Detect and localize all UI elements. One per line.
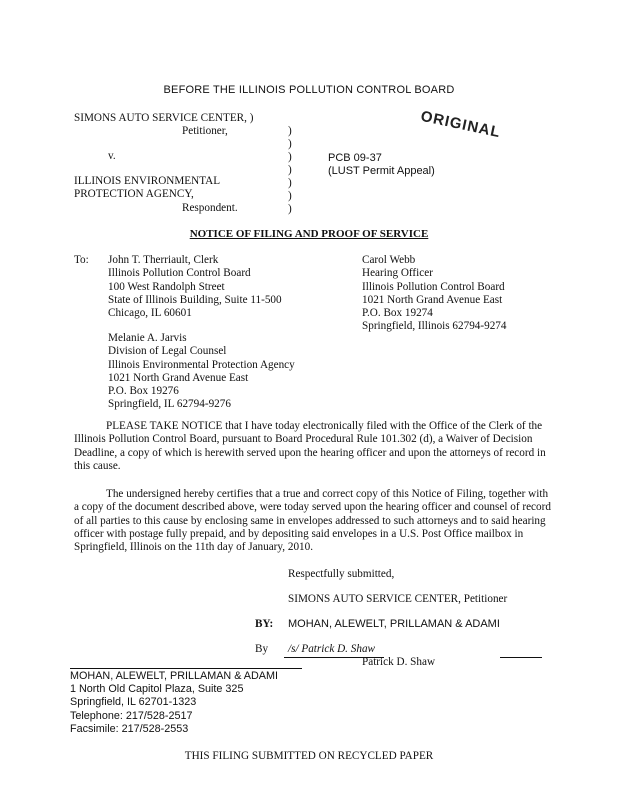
firm-address-line: MOHAN, ALEWELT, PRILLAMAN & ADAMI — [70, 670, 278, 682]
firm-name: MOHAN, ALEWELT, PRILLAMAN & ADAMI — [288, 618, 500, 630]
electronic-signature: /s/ Patrick D. Shaw — [288, 643, 376, 655]
address-line: Illinois Environmental Protection Agency — [108, 358, 295, 371]
notice-paragraph: PLEASE TAKE NOTICE that I have today electronically filed with the Office of the Clerk of the Illinois Pollution Control Board, pursuant to Board Procedural Rule 101.302 (d), a Waiver of Decision Deadline, a copy of which is herewith served upon the hearing officer and upon the attorneys of record in this cause. — [74, 420, 546, 472]
caption-respondent-line2: PROTECTION AGENCY, — [74, 188, 194, 200]
caption-paren: ) — [288, 190, 292, 202]
address-line: Carol Webb — [362, 254, 416, 266]
caption-petitioner-role: Petitioner, — [182, 125, 228, 137]
recipient-counsel — [108, 332, 295, 412]
caption-petitioner-name: SIMONS AUTO SERVICE CENTER, ) — [74, 112, 254, 124]
closing: Respectfully submitted, — [288, 568, 395, 580]
caption-paren: ) — [288, 203, 292, 215]
address-line: State of Illinois Building, Suite 11-500 — [108, 293, 282, 306]
address-line: Illinois Pollution Control Board — [362, 280, 505, 293]
firm-address-line: Facsimile: 217/528-2553 — [70, 722, 189, 735]
caption-paren: ) — [288, 164, 292, 176]
signature-rule-end — [500, 657, 542, 658]
caption-paren: ) — [288, 138, 292, 150]
petitioner-signature-line: SIMONS AUTO SERVICE CENTER, Petitioner — [288, 593, 508, 605]
certificate-paragraph: The undersigned hereby certifies that a true and correct copy of this Notice of Filing, together with a copy of the document described above, were today served upon the hearing officer and counsel of record of all parties to this cause by enclosing same in envelopes addressed to such attorneys and to said hearing officer with postage fully prepaid, and by depositing said envelopes in a U.S. Post Office mailbox in Springfield, Illinois on the 11th day of January, 2010. — [74, 488, 551, 554]
by-label: BY: — [255, 618, 274, 630]
address-line: 1021 North Grand Avenue East — [108, 371, 249, 384]
address-line: P.O. Box 19276 — [108, 385, 179, 398]
address-line: 100 West Randolph Street — [108, 280, 225, 293]
address-line: Division of Legal Counsel — [108, 345, 227, 358]
caption-respondent-role: Respondent. — [182, 202, 238, 214]
document-title: NOTICE OF FILING AND PROOF OF SERVICE — [189, 228, 429, 240]
signer-name: Patrick D. Shaw — [362, 656, 436, 668]
footer-rule — [70, 668, 302, 669]
caption-paren: ) — [288, 177, 292, 189]
recipient-clerk — [108, 254, 282, 320]
firm-address-line: Springfield, IL 62701-1323 — [70, 696, 197, 709]
address-line: P.O. Box 19274 — [362, 307, 433, 320]
recycled-paper-note: THIS FILING SUBMITTED ON RECYCLED PAPER — [184, 750, 434, 762]
caption-paren: ) — [288, 151, 292, 163]
firm-address-line: Telephone: 217/528-2517 — [70, 709, 193, 722]
case-type: (LUST Permit Appeal) — [328, 165, 435, 177]
to-label: To: — [74, 254, 89, 266]
address-line: Melanie A. Jarvis — [108, 332, 187, 344]
caption-respondent-line1: ILLINOIS ENVIRONMENTAL — [74, 175, 221, 187]
caption-versus: v. — [108, 150, 116, 162]
address-line: Chicago, IL 60601 — [108, 307, 192, 320]
firm-address-line: 1 North Old Capitol Plaza, Suite 325 — [70, 683, 244, 696]
address-line: Springfield, Illinois 62794-9274 — [362, 320, 507, 333]
caption-paren: ) — [288, 125, 292, 137]
address-line: Illinois Pollution Control Board — [108, 267, 251, 280]
address-line: John T. Therriault, Clerk — [108, 254, 219, 266]
by-label-2: By — [255, 643, 269, 655]
address-line: Springfield, IL 62794-9276 — [108, 398, 231, 411]
firm-address-block — [70, 670, 278, 736]
address-line: 1021 North Grand Avenue East — [362, 293, 503, 306]
address-line: Hearing Officer — [362, 267, 433, 280]
case-number: PCB 09-37 — [328, 152, 382, 164]
board-heading: BEFORE THE ILLINOIS POLLUTION CONTROL BOARD — [163, 84, 455, 96]
original-stamp: ORIGINAL — [419, 107, 503, 142]
recipient-hearing-officer — [362, 254, 507, 334]
